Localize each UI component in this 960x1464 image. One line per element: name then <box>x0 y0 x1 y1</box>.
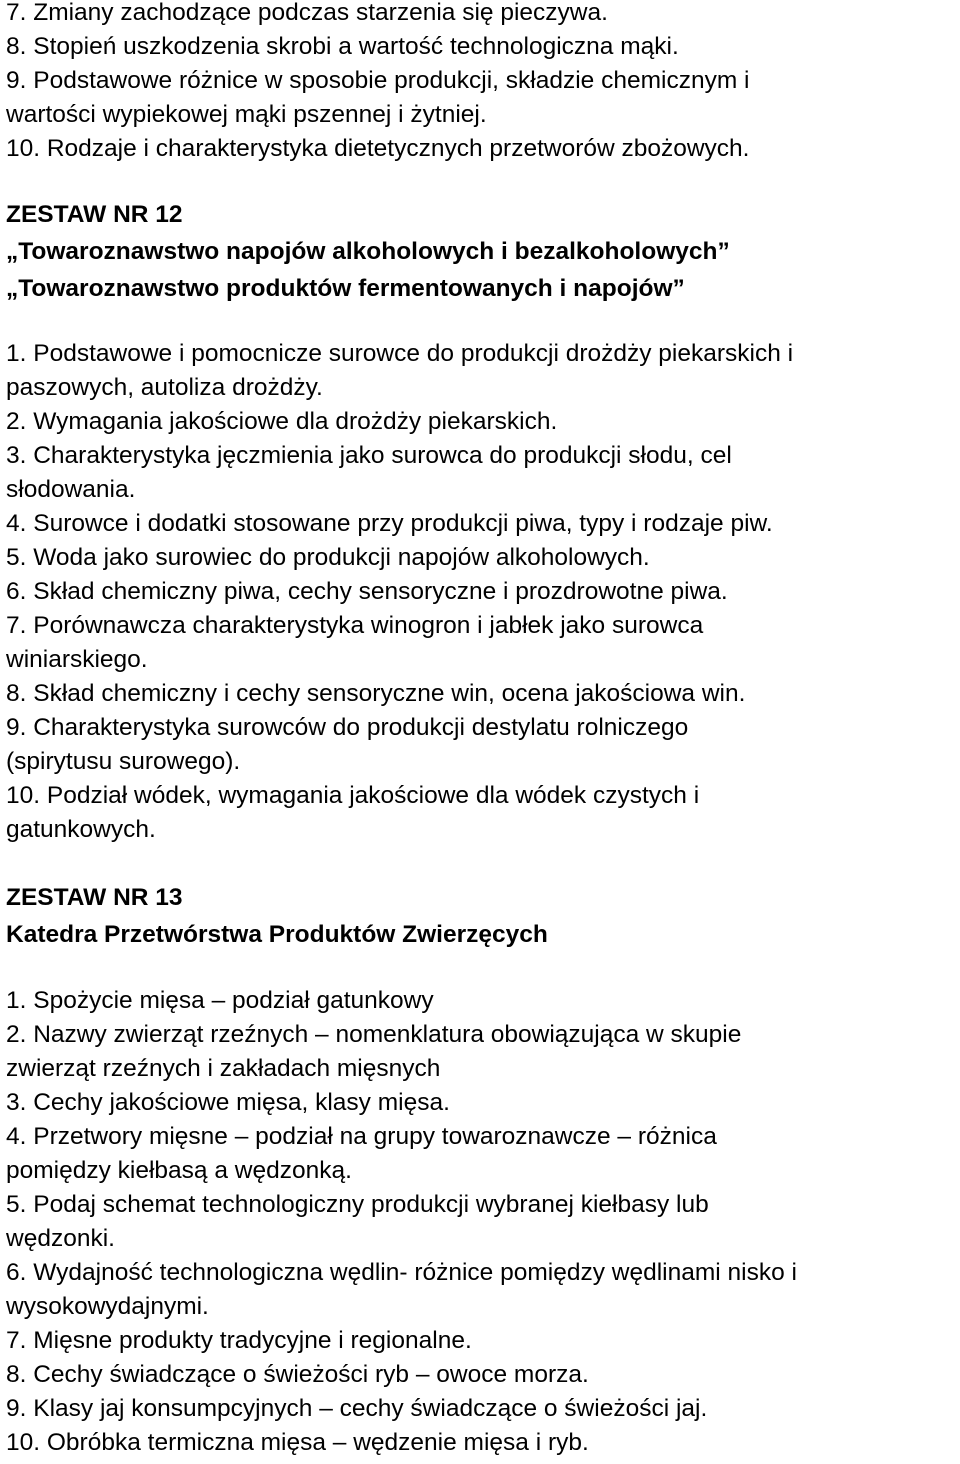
list-item: 6. Skład chemiczny piwa, cechy sensoryczne i prozdrowotne piwa. <box>6 578 728 605</box>
list-item: 8. Stopień uszkodzenia skrobi a wartość technologiczna mąki. <box>6 33 679 60</box>
section-title: ZESTAW NR 13 <box>6 884 183 911</box>
list-item: gatunkowych. <box>6 816 156 843</box>
list-item: 2. Wymagania jakościowe dla drożdży piekarskich. <box>6 408 558 435</box>
list-item: 6. Wydajność technologiczna wędlin- różnice pomiędzy wędlinami nisko i <box>6 1259 797 1286</box>
list-item: (spirytusu surowego). <box>6 748 241 775</box>
zestaw-13-section <box>6 879 548 953</box>
list-item: winiarskiego. <box>6 646 148 673</box>
list-item: 3. Cechy jakościowe mięsa, klasy mięsa. <box>6 1089 450 1116</box>
list-item: paszowych, autoliza drożdży. <box>6 374 323 401</box>
section-subtitle: Katedra Przetwórstwa Produktów Zwierzęcych <box>6 921 548 948</box>
list-item: zwierząt rzeźnych i zakładach mięsnych <box>6 1055 441 1082</box>
zestaw-12-section <box>6 196 730 307</box>
list-item: wędzonki. <box>6 1225 115 1252</box>
list-item: 1. Podstawowe i pomocnicze surowce do produkcji drożdży piekarskich i <box>6 340 794 367</box>
list-item: 2. Nazwy zwierząt rzeźnych – nomenklatura obowiązująca w skupie <box>6 1021 742 1048</box>
section-subtitle: „Towaroznawstwo produktów fermentowanych i napojów” <box>6 275 685 302</box>
list-item: 9. Podstawowe różnice w sposobie produkcji, składzie chemicznym i <box>6 67 750 94</box>
list-item: wartości wypiekowej mąki pszennej i żytniej. <box>6 101 487 128</box>
list-item: 3. Charakterystyka jęczmienia jako surowca do produkcji słodu, cel <box>6 442 732 469</box>
list-item: 9. Klasy jaj konsumpcyjnych – cechy świadczące o świeżości jaj. <box>6 1395 708 1422</box>
zestaw-13-list <box>6 984 797 1460</box>
list-item: pomiędzy kiełbasą a wędzonką. <box>6 1157 352 1184</box>
list-item: 5. Woda jako surowiec do produkcji napojów alkoholowych. <box>6 544 650 571</box>
list-item: 5. Podaj schemat technologiczny produkcji wybranej kiełbasy lub <box>6 1191 709 1218</box>
section-title: ZESTAW NR 12 <box>6 201 183 228</box>
list-item: 8. Skład chemiczny i cechy sensoryczne win, ocena jakościowa win. <box>6 680 746 707</box>
list-item: 10. Podział wódek, wymagania jakościowe dla wódek czystych i <box>6 782 700 809</box>
list-item: 7. Porównawcza charakterystyka winogron i jabłek jako surowca <box>6 612 704 639</box>
list-item: 4. Surowce i dodatki stosowane przy produkcji piwa, typy i rodzaje piw. <box>6 510 773 537</box>
section-subtitle: „Towaroznawstwo napojów alkoholowych i bezalkoholowych” <box>6 238 730 265</box>
list-item: 10. Obróbka termiczna mięsa – wędzenie mięsa i ryb. <box>6 1429 589 1456</box>
list-item: 10. Rodzaje i charakterystyka dietetycznych przetworów zbożowych. <box>6 135 750 162</box>
list-item: słodowania. <box>6 476 136 503</box>
list-item: 9. Charakterystyka surowców do produkcji destylatu rolniczego <box>6 714 689 741</box>
list-item: 4. Przetwory mięsne – podział na grupy towaroznawcze – różnica <box>6 1123 717 1150</box>
zestaw-12-list <box>6 337 793 847</box>
list-item: 7. Zmiany zachodzące podczas starzenia się pieczywa. <box>6 0 608 26</box>
list-item: 1. Spożycie mięsa – podział gatunkowy <box>6 987 434 1014</box>
intro-list <box>6 0 750 166</box>
list-item: 7. Mięsne produkty tradycyjne i regionalne. <box>6 1327 472 1354</box>
list-item: 8. Cechy świadczące o świeżości ryb – owoce morza. <box>6 1361 589 1388</box>
list-item: wysokowydajnymi. <box>6 1293 209 1320</box>
